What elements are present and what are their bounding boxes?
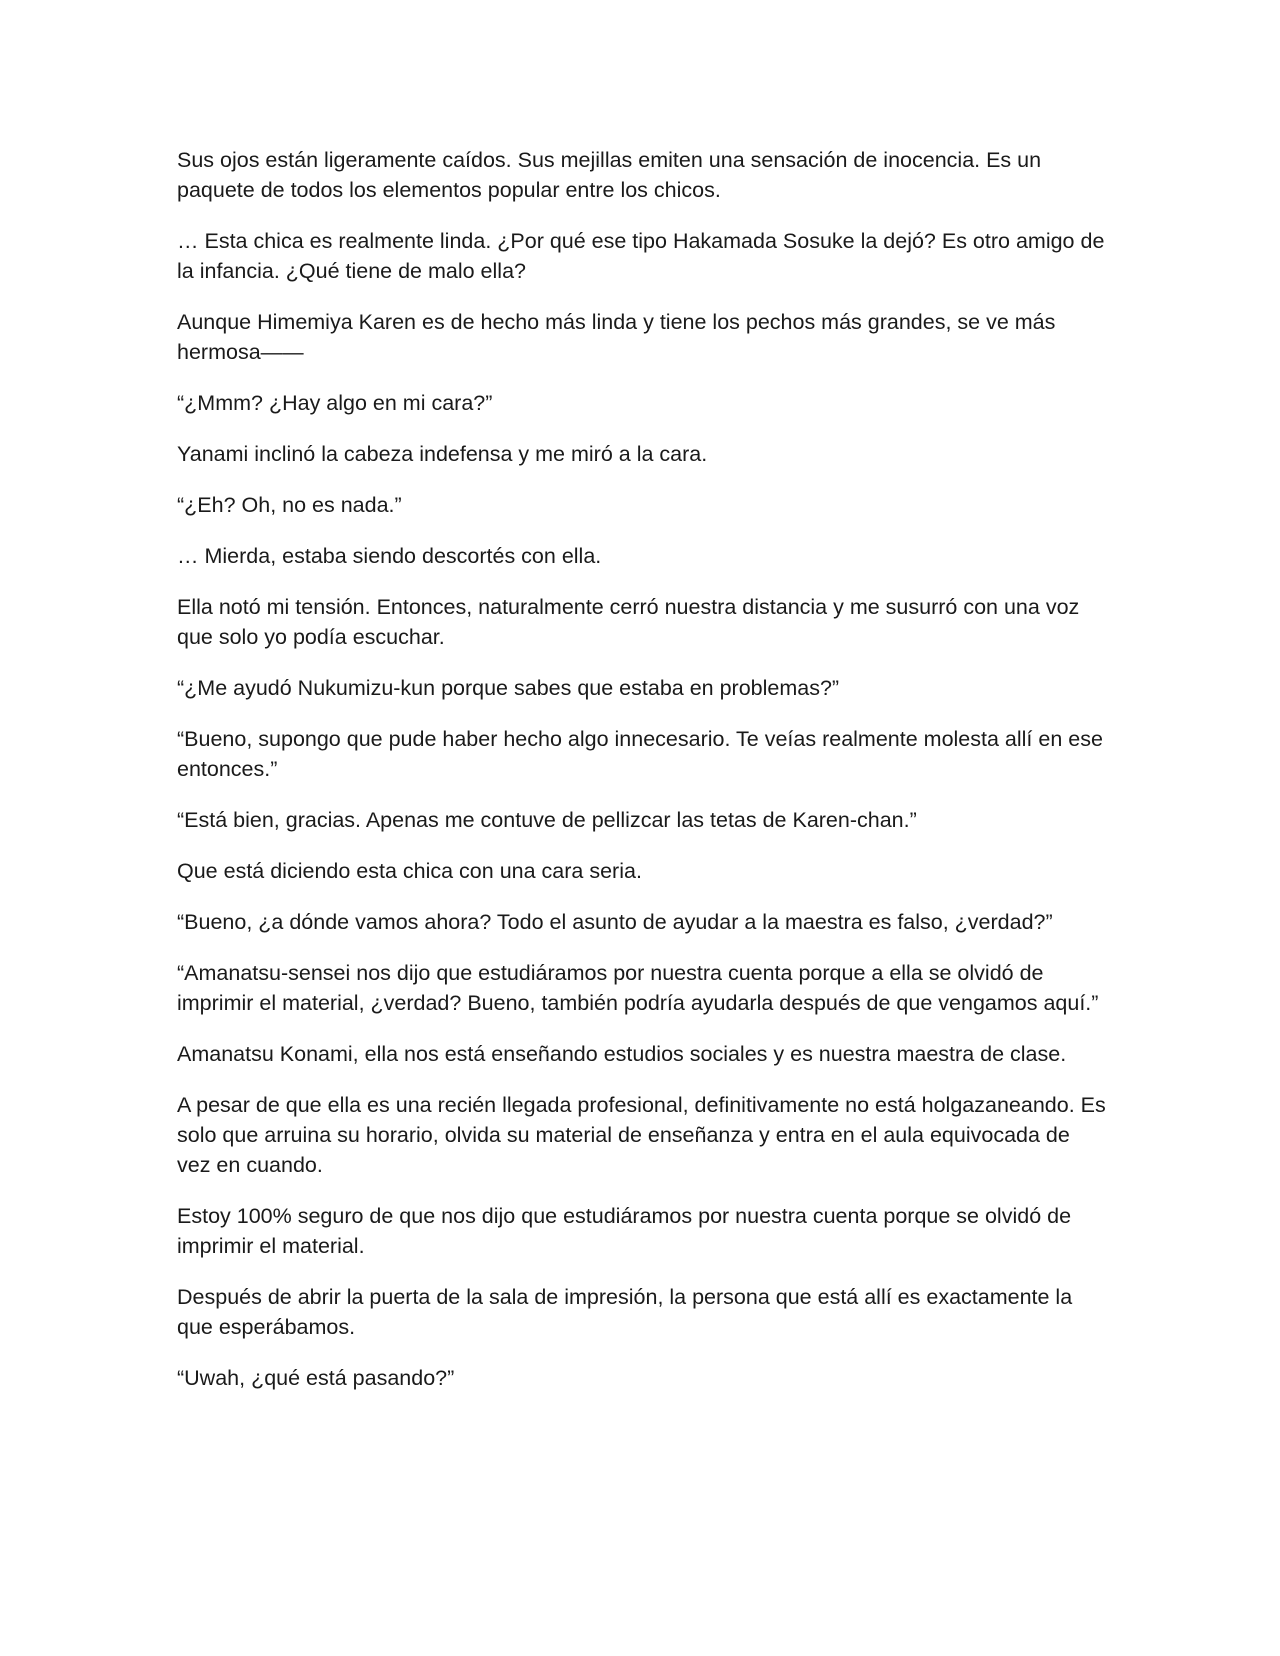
paragraph: … Mierda, estaba siendo descortés con ella. [177,544,602,568]
paragraph: “¿Mmm? ¿Hay algo en mi cara?” [177,391,493,415]
paragraph: “¿Me ayudó Nukumizu-kun porque sabes que estaba en problemas?” [177,676,840,700]
paragraph: “Está bien, gracias. Apenas me contuve de pellizcar las tetas de Karen-chan.” [177,808,917,832]
paragraph: “Bueno, supongo que pude haber hecho algo innecesario. Te veías realmente molesta allí en ese entonces.” [177,727,1103,781]
paragraph: Que está diciendo esta chica con una cara seria. [177,859,642,883]
paragraph: Amanatsu Konami, ella nos está enseñando estudios sociales y es nuestra maestra de clase. [177,1042,1067,1066]
paragraph: Estoy 100% seguro de que nos dijo que estudiáramos por nuestra cuenta porque se olvidó de imprimir el material. [177,1204,1072,1258]
paragraph: Aunque Himemiya Karen es de hecho más linda y tiene los pechos más grandes, se ve más hermosa—— [177,310,1056,364]
document-body [177,145,1107,1414]
paragraph: Yanami inclinó la cabeza indefensa y me miró a la cara. [177,442,708,466]
paragraph: Ella notó mi tensión. Entonces, naturalmente cerró nuestra distancia y me susurró con una voz que solo yo podía escuchar. [177,595,1080,649]
paragraph: “¿Eh? Oh, no es nada.” [177,493,402,517]
paragraph: “Amanatsu-sensei nos dijo que estudiáramos por nuestra cuenta porque a ella se olvidó de imprimir el material, ¿verdad? Bueno, también podría ayudarla después de que vengamos aquí.” [177,961,1099,1015]
paragraph: A pesar de que ella es una recién llegada profesional, definitivamente no está holgazaneando. Es solo que arruina su horario, olvida su material de enseñanza y entra en el aula equivocada de vez en cuando. [177,1093,1106,1177]
paragraph: “Uwah, ¿qué está pasando?” [177,1366,455,1390]
paragraph: “Bueno, ¿a dónde vamos ahora? Todo el asunto de ayudar a la maestra es falso, ¿verdad?” [177,910,1053,934]
paragraph: Después de abrir la puerta de la sala de impresión, la persona que está allí es exactamente la que esperábamos. [177,1285,1073,1339]
paragraph: … Esta chica es realmente linda. ¿Por qué ese tipo Hakamada Sosuke la dejó? Es otro amigo de la infancia. ¿Qué tiene de malo ella? [177,229,1105,283]
paragraph: Sus ojos están ligeramente caídos. Sus mejillas emiten una sensación de inocencia. Es un paquete de todos los elementos popular entre los chicos. [177,148,1042,202]
